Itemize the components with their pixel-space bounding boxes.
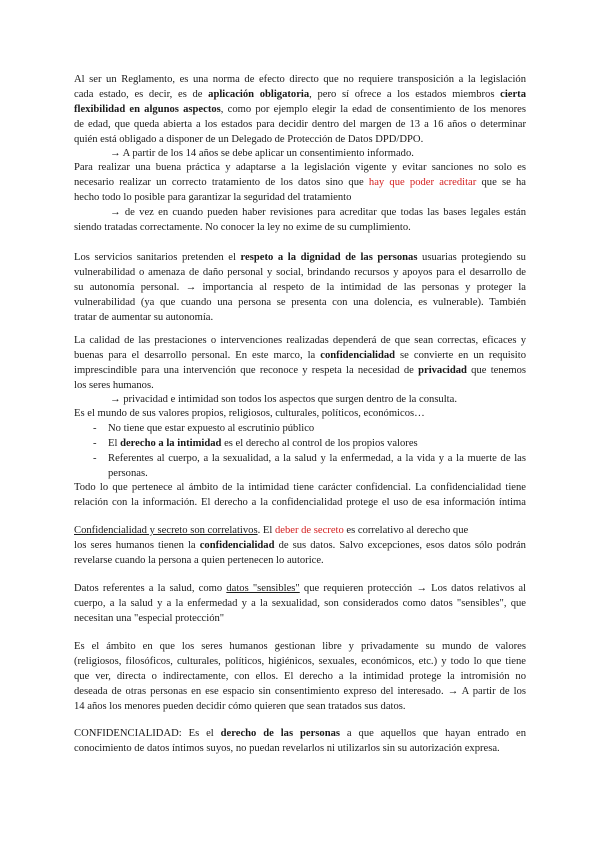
text-line: (religiosos, filosóficos, culturales, políticos, higiénicos, sexuales, económicos, etc.) y todo lo que tiene <box>74 656 526 667</box>
text-line: que ver, directa o indirectamente, con ellos. El derecho a la intimidad protege la intromisión no <box>74 671 526 682</box>
text-line: conocimiento de datos íntimos suyos, no puedan revelarlos ni utilizarlos sin su autorización expresa. <box>74 743 500 754</box>
text-line: Los servicios sanitarios pretenden el respeto a la dignidad de las personas usuarias protegiendo su <box>74 252 526 263</box>
text-line: Es el ámbito en que los seres humanos gestionan libre y privadamente su mundo de valores <box>74 641 526 652</box>
text-line: necesitan una "especial protección" <box>74 613 225 624</box>
list-item: personas. <box>108 468 148 479</box>
bullet-dash: - <box>93 438 97 449</box>
text-line: Confidencialidad y secreto son correlativos. El deber de secreto es correlativo al derecho que <box>74 525 469 536</box>
text-line: los seres humanos tienen la confidencialidad de sus datos. Salvo excepciones, esos datos sólo podrán <box>74 540 526 551</box>
bullet-dash: - <box>93 423 97 434</box>
text-line: → privacidad e intimidad son todos los aspectos que surgen dentro de la consulta. <box>110 394 457 405</box>
text-line: buenas para el desarrollo personal. En este marco, la confidencialidad se convierte en un requisito <box>74 350 526 361</box>
text-line: hecho todo lo posible para garantizar la seguridad del tratamiento <box>74 192 352 203</box>
text-line: quién está obligado a disponer de un Delegado de Protección de Datos DPD/DPO. <box>74 134 424 145</box>
text-line: flexibilidad en algunos aspectos, como por ejemplo elegir la edad de consentimiento de los menores <box>74 104 526 115</box>
bullet-dash: - <box>93 453 97 464</box>
list-item: Referentes al cuerpo, a la sexualidad, a la salud y la enfermedad, a la vida y a la muerte de las <box>108 453 526 464</box>
text-line: necesario realizar un correcto tratamiento de los datos sino que hay que poder acreditar que se ha <box>74 177 526 188</box>
text-line: vulnerabilidad (ya que cuando una persona se presenta con una dolencia, es vulnerable). También <box>74 297 526 308</box>
text-line: los seres humanos. <box>74 380 154 391</box>
text-line: 14 años los menores pueden decidir cómo quieren que sean tratados sus datos. <box>74 701 406 712</box>
text-line: deseada de otras personas en ese espacio sin consentimiento expreso del interesado. → A partir de los <box>74 686 526 697</box>
text-line: de edad, que queda abierta a los estados para decidir dentro del margen de 13 a 16 años o determinar <box>74 119 526 130</box>
text-line: Todo lo que pertenece al ámbito de la intimidad tiene carácter confidencial. La confidencialidad tiene <box>74 482 526 493</box>
text-line: cuerpo, a la salud y a la enfermedad y a la sexualidad, son considerados como datos "sensibles", que <box>74 598 526 609</box>
text-line: cada estado, es decir, es de aplicación obligatoria, pero sí ofrece a los estados miembros cierta <box>74 89 526 100</box>
text-line: imprescindible para una intervención que reconoce y respeta la necesidad de privacidad que tenemos <box>74 365 526 376</box>
text-line: CONFIDENCIALIDAD: Es el derecho de las personas a que aquellos que hayan entrado en <box>74 728 526 739</box>
text-line: Es el mundo de sus valores propios, religiosos, culturales, políticos, económicos… <box>74 408 425 419</box>
list-item: El derecho a la intimidad es el derecho al control de los propios valores <box>108 438 418 449</box>
text-line: siendo tratadas correctamente. No conocer la ley no exime de su cumplimiento. <box>74 222 411 233</box>
text-line: → A partir de los 14 años se debe aplicar un consentimiento informado. <box>110 148 414 159</box>
text-line: relación con la información. El derecho a la confidencialidad protege el uso de esa información íntima <box>74 497 526 508</box>
list-item: No tiene que estar expuesto al escrutinio público <box>108 423 315 434</box>
text-line: tratar de aumentar su autonomía. <box>74 312 214 323</box>
text-line: Para realizar una buena práctica y adaptarse a la legislación vigente y evitar sanciones no solo es <box>74 162 526 173</box>
text-line: revelarse cuando la persona a quien pertenecen lo autorice. <box>74 555 324 566</box>
text-line: Datos referentes a la salud, como datos "sensibles" que requieren protección → Los datos relativos al <box>74 583 526 594</box>
text-line: su autonomía personal. → importancia al respeto de la intimidad de las personas y proteger la <box>74 282 526 293</box>
text-line: → de vez en cuando pueden haber revisiones para acreditar que todas las bases legales están <box>110 207 526 218</box>
text-line: Al ser un Reglamento, es una norma de efecto directo que no requiere transposición a la legislación <box>74 74 526 85</box>
text-line: La calidad de las prestaciones o intervenciones realizadas dependerá de que sean correctas, eficaces y <box>74 335 526 346</box>
text-line: vulnerabilidad o amenaza de daño personal y social, brindando recursos y apoyos para el desarrollo de <box>74 267 526 278</box>
